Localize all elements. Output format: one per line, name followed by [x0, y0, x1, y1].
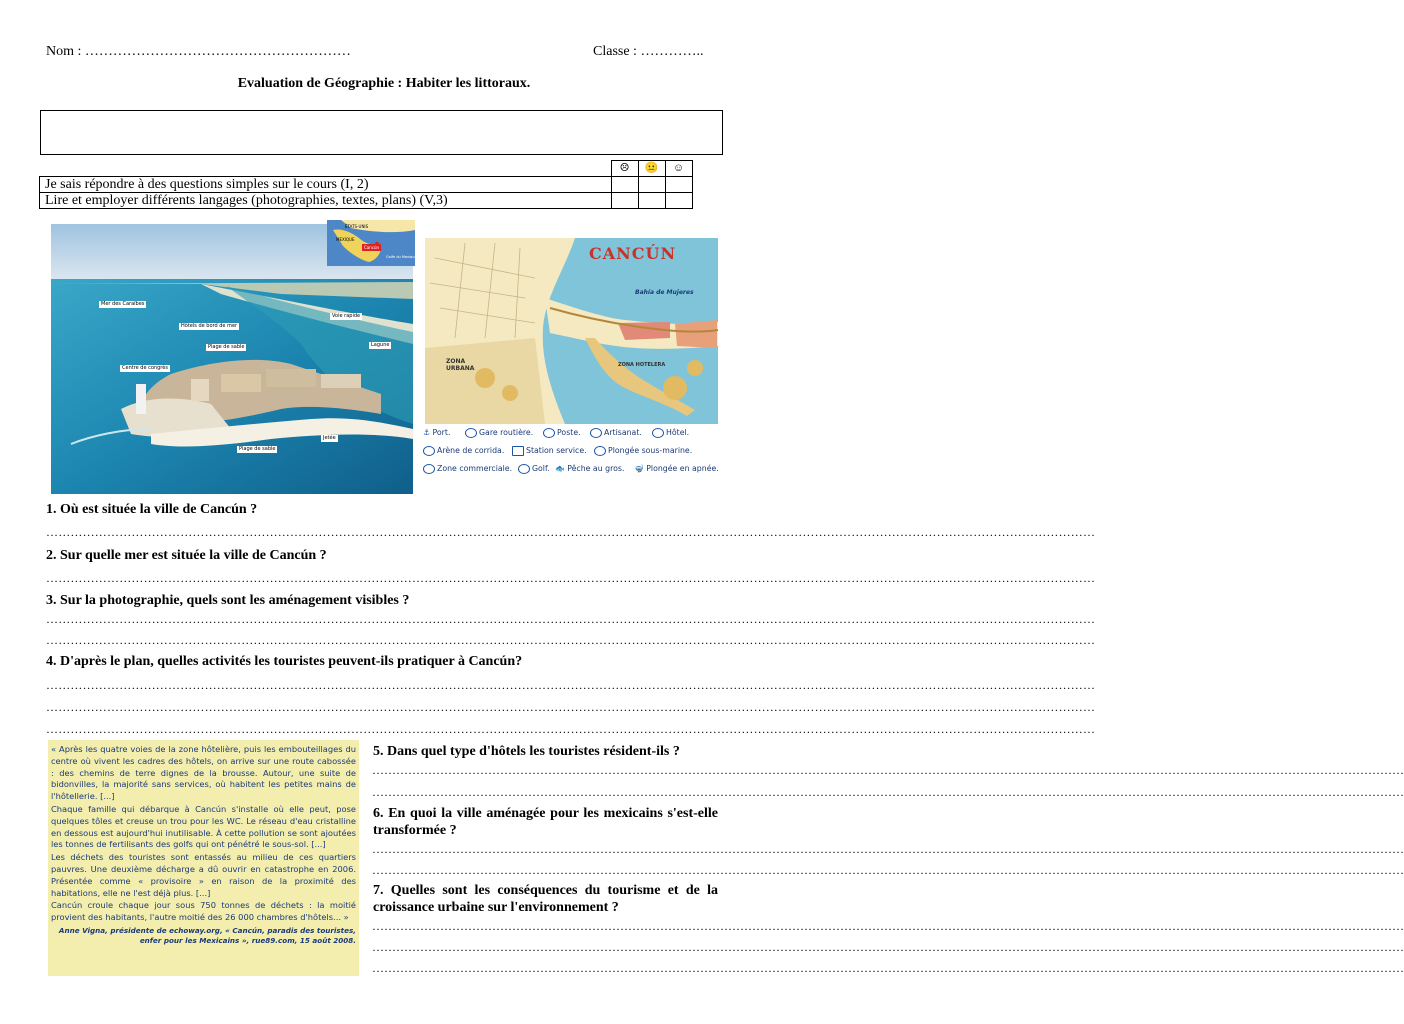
legend-label: Golf. [532, 464, 550, 473]
legend-label: Gare routière. [479, 428, 534, 437]
inset-label-golfe: Golfe du Mexique [386, 255, 417, 259]
checkbox-cell[interactable] [638, 193, 665, 209]
photo-label-jetee: Jetée [323, 435, 336, 441]
inset-label-mexique: MEXIQUE [336, 237, 355, 242]
legend-plongee-ap [634, 464, 719, 473]
excerpt-paragraph: Chaque famille qui débarque à Cancún s'installe où elle peut, pose quelques tôles et creuse un trou pour les WC. Le réseau d'eau cristalline en dessous est aujourd'hui inutilisable. À cette pollution se sont ajoutées les tonnes de fertilisants des golfs qui ont pénétré le sous-sol. [...] [51, 803, 356, 850]
legend-poste [543, 428, 581, 438]
map-bahia: Bahía de Mujeres [635, 289, 694, 296]
legend-zone-com [423, 464, 512, 474]
question-5: 5. Dans quel type d'hôtels les touristes résident-ils ? [373, 744, 680, 759]
golf-icon [518, 464, 530, 474]
mail-icon [543, 428, 555, 438]
competence-label: Lire et employer différents langages (photographies, textes, plans) (V,3) [40, 193, 612, 209]
diver-icon [594, 446, 606, 456]
legend-golf [518, 464, 550, 474]
answer-line[interactable]: …………………………………………………………………………………………………………………………………………………………………………………………………………………………………… [46, 612, 1096, 626]
checkbox-cell[interactable] [611, 193, 638, 209]
legend-peche [555, 464, 624, 473]
text-excerpt [48, 740, 359, 976]
photo-label-hotels: Hôtels de bord de mer [181, 323, 238, 329]
craft-icon [590, 428, 602, 438]
bull-icon [423, 446, 435, 456]
legend-label: Artisanat. [604, 428, 642, 437]
legend-label: Hôtel. [666, 428, 690, 437]
answer-line[interactable]: …………………………………………………………………………………………………………………………………………………………………………………………………………………………………… [46, 700, 1096, 714]
answer-line[interactable]: …………………………………………………………………………………………………………………………………………………………………………………………………………………………………… [46, 633, 1096, 647]
shop-icon [423, 464, 435, 474]
anchor-icon: ⚓ [423, 428, 430, 437]
question-3: 3. Sur la photographie, quels sont les aménagement visibles ? [46, 593, 410, 608]
answer-line[interactable]: …………………………………………………………………………………………………………………………………………………………………………………………………………………………………… [46, 571, 1096, 585]
hotel-icon [652, 428, 664, 438]
question-2: 2. Sur quelle mer est située la ville de Cancún ? [46, 548, 327, 563]
nom-field: Nom : ………………………………………………… [46, 44, 351, 59]
legend-label: Station service. [526, 446, 587, 455]
answer-line[interactable]: …………………………………………………………………………………………………………………………………………………………………………………………………………………………………… [372, 940, 1404, 954]
answer-line[interactable]: …………………………………………………………………………………………………………………………………………………………………………………………………………………………………… [372, 842, 1404, 856]
answer-line[interactable]: …………………………………………………………………………………………………………………………………………………………………………………………………………………………………… [372, 863, 1404, 877]
legend-label: Zone commerciale. [437, 464, 513, 473]
legend-label: Plongée en apnée. [646, 464, 719, 473]
answer-line[interactable]: …………………………………………………………………………………………………………………………………………………………………………………………………………………………………… [372, 785, 1404, 799]
legend-label: Poste. [557, 428, 581, 437]
answer-line[interactable]: …………………………………………………………………………………………………………………………………………………………………………………………………………………………………… [372, 961, 1404, 975]
classe-field: Classe : ………….. [593, 44, 704, 59]
question-1: 1. Où est située la ville de Cancún ? [46, 502, 258, 517]
checkbox-cell[interactable] [611, 177, 638, 193]
legend-label: Pêche au gros. [567, 464, 625, 473]
fuel-icon [512, 446, 524, 456]
legend-label: Port. [432, 428, 451, 437]
question-7: 7. Quelles sont les conséquences du tourisme et de la croissance urbaine sur l'environnement ? [373, 883, 718, 915]
page-title: Evaluation de Géographie : Habiter les littoraux. [237, 76, 531, 91]
legend-hotel [652, 428, 689, 438]
answer-line[interactable]: …………………………………………………………………………………………………………………………………………………………………………………………………………………………………… [372, 919, 1404, 933]
answer-line[interactable]: …………………………………………………………………………………………………………………………………………………………………………………………………………………………………… [46, 525, 1096, 539]
map-zona-hotelera: ZONA HOTELERA [618, 362, 666, 368]
photo-label-plage2: Plage de sable [239, 446, 276, 452]
photo-label-mer: Mer des Caraïbes [101, 301, 145, 307]
competences-table [39, 160, 693, 209]
competence-row [40, 177, 693, 193]
neutral-smiley-icon: 😐 [638, 161, 665, 177]
sad-smiley-icon: ☹ [611, 161, 638, 177]
map-title: CANCÚN [589, 244, 677, 263]
inset-label-cancun: Cancún [364, 245, 380, 250]
checkbox-cell[interactable] [665, 177, 692, 193]
photo-label-centre: Centre de congrès [122, 365, 168, 371]
question-6: 6. En quoi la ville aménagée pour les mexicains s'est-elle transformée ? [373, 806, 718, 838]
excerpt-credit: Anne Vigna, présidente de echoway.org, « Cancún, paradis des touristes, enfer pour les Mexicains », rue89.com, 15 août 2008. [58, 925, 356, 945]
legend-artisanat [590, 428, 642, 438]
checkbox-cell[interactable] [665, 193, 692, 209]
photo-label-lagune: Lagune [371, 342, 390, 348]
excerpt-paragraph: Cancún croule chaque jour sous 750 tonnes de déchets : la moitié provient des habitants, l'autre moitié des 26 000 chambres d'hôtels... » [51, 900, 356, 923]
excerpt-paragraph: « Après les quatre voies de la zone hôtelière, puis les embouteillages du centre où vivent les cadres des hôtels, on arrive sur une route cabossée : des chemins de terre dignes de la brousse. Autour, une suite de bidonvilles, la majorité sans services, où habitent les petites mains de l'hôtellerie. [...] [51, 744, 356, 802]
city-map [425, 238, 718, 424]
excerpt-paragraph: Les déchets des touristes sont entassés au milieu de ces quartiers pauvres. Une deuxième décharge a dû ouvrir en catastrophe en 2006. Présentée comme « provisoire » en raison de la proximité des habitations, elle ne l'est déjà plus. [...] [51, 852, 356, 898]
answer-line[interactable]: …………………………………………………………………………………………………………………………………………………………………………………………………………………………………… [46, 722, 1096, 736]
legend-plongee-sm [594, 446, 692, 456]
bus-icon [465, 428, 477, 438]
photo-label-voie: Voie rapide [332, 313, 361, 319]
legend-label: Plongée sous-marine. [608, 446, 693, 455]
map-zona-urbana: ZONA URBANA [446, 358, 475, 372]
fish-icon: 🐟 [555, 464, 565, 473]
legend-label: Arène de corrida. [437, 446, 505, 455]
legend-arene [423, 446, 504, 456]
answer-line[interactable]: …………………………………………………………………………………………………………………………………………………………………………………………………………………………………… [372, 763, 1404, 777]
inset-label-usa: ÉTATS-UNIS [345, 224, 369, 229]
grade-box [40, 110, 723, 155]
happy-smiley-icon: ☺ [665, 161, 692, 177]
photo-label-plage1: Plage de sable [208, 344, 245, 350]
legend-port [423, 428, 450, 437]
snorkel-icon: 🤿 [634, 464, 644, 473]
competence-row [40, 193, 693, 209]
competence-label: Je sais répondre à des questions simples sur le cours (I, 2) [40, 177, 612, 193]
answer-line[interactable]: …………………………………………………………………………………………………………………………………………………………………………………………………………………………………… [46, 678, 1096, 692]
legend-gare [465, 428, 533, 438]
question-4: 4. D'après le plan, quelles activités les touristes peuvent-ils pratiquer à Cancún? [46, 654, 523, 669]
aerial-photo [51, 224, 417, 494]
legend-station [512, 446, 587, 456]
checkbox-cell[interactable] [638, 177, 665, 193]
